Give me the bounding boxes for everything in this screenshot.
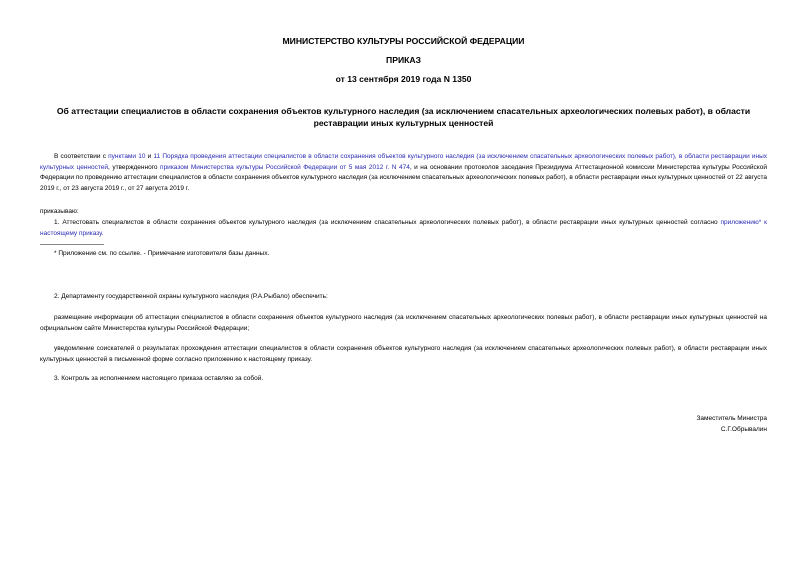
item-1-text-1: 1. Аттестовать специалистов в области сохранения объектов культурного наследия (за исключением спасательных археологических полевых работ), в области реставрации иных культурных ценностей согласно	[54, 219, 721, 226]
link-points-10[interactable]: пунктами 10	[108, 153, 146, 160]
document-title: Об аттестации специалистов в области сохранения объектов культурного наследия (за исключением спасательных археологических полевых работ), в области реставрации иных культурных ценностей	[56, 106, 751, 128]
footnote: * Приложение см. по ссылке. - Примечание изготовителя базы данных.	[54, 250, 270, 257]
paragraph-item-2-b: уведомление соискателей о результатах прохождения аттестации специалистов в области сохранения объектов культурного наследия (за исключением спасательных археологических полевых работ), в области реставрации иных культурных ценностей в письменной форме согласно приложению к настоящему приказу.	[40, 345, 767, 363]
item-1-text-2: * к настоящему приказу.	[40, 219, 767, 237]
paragraph-item-2: 2. Департаменту государственной охраны культурного наследия (Р.А.Рыбало) обеспечить:	[54, 293, 328, 300]
preamble-text-5: , и на основании протоколов заседания Президиума Аттестационной комиссии Министерства культуры Российской Федерации по проведению аттестации специалистов в области сохранения объектов культурного наследия (за исключением спасательных археологических полевых работ), в области реставрации иных культурных ценностей от 22 августа 2019 г., от 23 августа 2019 г., от 27 августа 2019 г.	[40, 163, 767, 192]
paragraph-item-2-a: размещение информации об аттестации специалистов в области сохранения объектов культурного наследия (за исключением спасательных археологических полевых работ), в области реставрации иных культурных ценностей на официальном сайте Министерства культуры Российской Федерации;	[40, 314, 767, 332]
paragraph-item-3: 3. Контроль за исполнением настоящего приказа оставляю за собой.	[54, 375, 264, 382]
preamble-text-2: и	[145, 153, 154, 160]
link-order-474[interactable]: приказом Министерства культуры Российской Федерации от 5 мая 2012 г. N 474	[160, 163, 410, 171]
signature-name: С.Г.Обрывалин	[720, 426, 767, 433]
paragraph-preamble	[40, 152, 767, 194]
footnote-divider	[40, 244, 104, 245]
paragraph-item-1	[40, 218, 767, 239]
prikazyvayu-label: приказываю:	[40, 208, 79, 215]
preamble-text-4: , утвержденного	[108, 163, 161, 171]
preamble-text-1: В соответствии с	[54, 153, 109, 160]
link-point-11[interactable]: 11	[153, 153, 161, 160]
ministry-heading: МИНИСТЕРСТВО КУЛЬТУРЫ РОССИЙСКОЙ ФЕДЕРАЦИИ	[282, 36, 525, 46]
signature-position: Заместитель Министра	[696, 415, 767, 422]
link-procedure[interactable]: Порядка проведения аттестации специалистов в области сохранения объектов культурного наследия (за исключением спасательных археологических полевых работ), в области реставрации иных культурных ценностей	[40, 153, 768, 171]
link-appendix[interactable]: приложению	[720, 219, 759, 226]
doc-type-heading: ПРИКАЗ	[386, 55, 421, 65]
date-number-heading: от 13 сентября 2019 года N 1350	[335, 74, 472, 84]
